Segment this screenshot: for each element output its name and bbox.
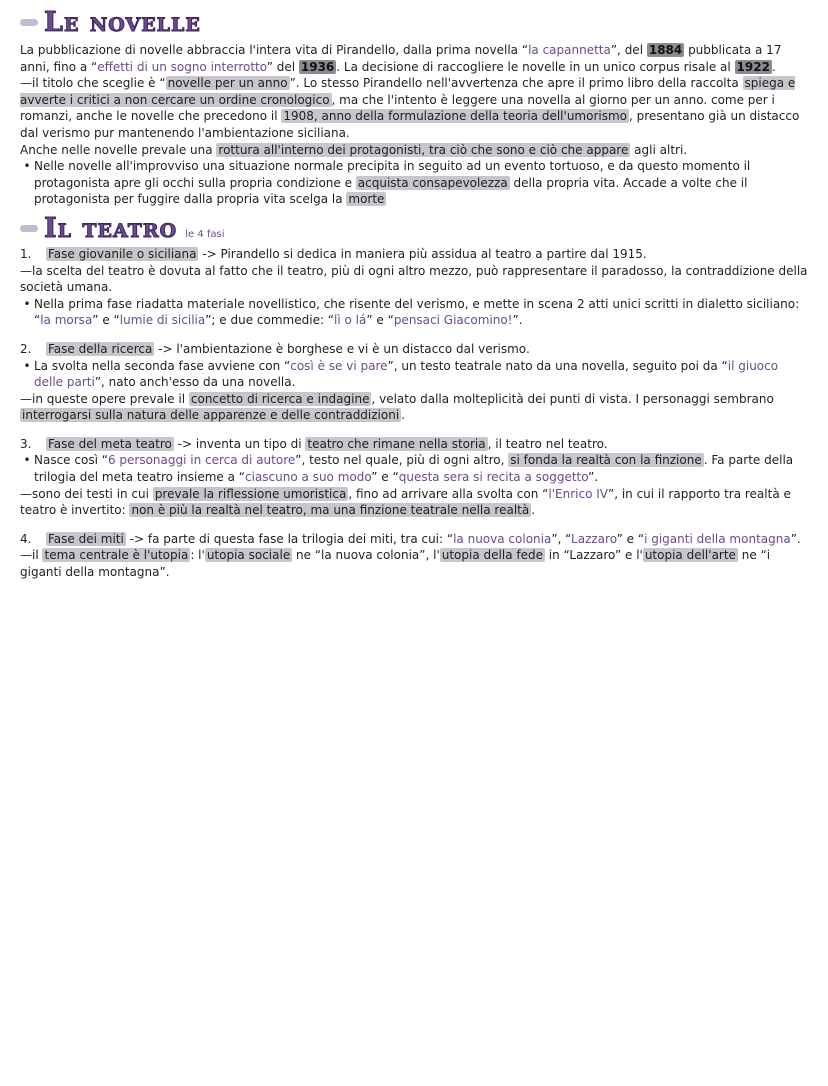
text: ”. (588, 470, 599, 485)
text: Nella prima fase riadatta materiale novellistico, che risente del verismo, e mette in scena 2 atti unici scritti in dialetto siciliano: “ (34, 296, 800, 328)
text: ”, nato anch'esso da una novella. (94, 375, 296, 390)
section-title-teatro: Il teatro (44, 213, 178, 245)
section-subtitle-teatro: le 4 fasi (185, 229, 225, 241)
text: ”, testo nel quale, più di ogni altro, (295, 453, 509, 468)
phase-number: 4. (20, 531, 32, 546)
phase-3-bullet (20, 452, 810, 485)
highlight: prevale la riflessione umoristica (154, 486, 347, 501)
text: ne “la nuova colonia”, l' (292, 548, 440, 563)
text: ”, in cui il rapporto tra realtà e teatro è invertito: (20, 486, 791, 518)
novelle-paragraph-3 (20, 142, 810, 159)
text: pubblicata a 17 anni, fino a “ (20, 43, 782, 74)
highlight: tema centrale è l'utopia (44, 548, 189, 563)
highlight: novelle per un anno (167, 76, 288, 91)
spacer (20, 519, 810, 531)
quote: ciascuno a suo modo (245, 470, 372, 485)
text: ” e “ (371, 470, 399, 485)
phase-name: Fase del meta teatro (48, 436, 172, 451)
quote: i giganti della montagna (644, 531, 791, 546)
text: agli altri. (630, 142, 688, 157)
text: ne “i giganti della montagna”. (20, 548, 771, 580)
highlight: rottura all'interno dei protagonisti, tra ciò che sono e ciò che appare (218, 142, 629, 157)
phase-name: Fase giovanile o siciliana (48, 246, 197, 261)
text: -> fa parte di questa fase la trilogia dei miti, tra cui: “ (125, 531, 454, 546)
year-highlight: 1884 (648, 43, 683, 57)
text: . (401, 408, 406, 423)
phase-name: Fase della ricerca (48, 341, 153, 356)
phase-2 (20, 341, 810, 358)
highlight: utopia dell'arte (644, 548, 736, 563)
highlight: morte (348, 192, 385, 207)
spacer (20, 329, 810, 341)
text: -> inventa un tipo di (173, 436, 306, 451)
title-dash-icon (20, 19, 38, 26)
section-title-novelle: Le novelle (44, 6, 201, 38)
text: ”, “ (551, 531, 572, 546)
highlight: utopia della fede (441, 548, 543, 563)
bullet-text (34, 452, 810, 485)
text: —sono dei testi in cui (20, 486, 153, 501)
text: ” e “ (92, 313, 120, 328)
phase-4 (20, 531, 810, 548)
notes-page (20, 0, 810, 581)
text: , il teatro nel teatro. (487, 436, 608, 451)
highlight: utopia sociale (206, 548, 291, 563)
text: ”. (790, 531, 801, 546)
phase-heading (46, 246, 647, 263)
text: , velato dalla molteplicità dei punti di vista. I personaggi sembrano (371, 391, 774, 406)
text: ”; e due commedie: “ (205, 313, 335, 328)
text: in “Lazzaro” e l' (544, 548, 643, 563)
phase-number: 2. (20, 341, 32, 356)
phase-1-bullet (20, 296, 810, 329)
text: La svolta nella seconda fase avviene con “ (34, 358, 291, 373)
text: Nelle novelle all'improvviso una situazione normale precipita in seguito ad un evento tortuoso, e da questo momento il protagonista apre gli occhi sulla propria condizione e (34, 159, 751, 190)
highlight: interrogarsi sulla natura delle apparenze e delle contraddizioni (22, 408, 400, 423)
year-highlight: 1922 (736, 59, 770, 74)
bullet-text (34, 358, 810, 391)
highlight: concetto di ricerca e indagine (190, 391, 370, 406)
highlight: si fonda la realtà con la finzione (510, 453, 702, 468)
text: . (771, 59, 776, 74)
quote: il giuoco delle parti (34, 358, 779, 390)
quote: lumie di sicilia (119, 313, 206, 328)
text: . La decisione di raccogliere le novelle in un unico corpus risale al (336, 59, 735, 74)
novelle-paragraph-1 (20, 42, 810, 75)
text: La pubblicazione di novelle abbraccia l'intera vita di Pirandello, dalla prima novella “ (20, 43, 529, 57)
bullet-dot-icon: • (23, 296, 31, 311)
spacer (20, 424, 810, 436)
quote: 6 personaggi in cerca di autore (107, 453, 296, 468)
bullet-dot-icon: • (23, 358, 31, 373)
novelle-bullet-1 (20, 158, 810, 208)
quote: la morsa (40, 313, 93, 328)
highlight: spiega e avverte i critici a non cercare un ordine cronologico (20, 76, 796, 107)
phase-2-bullet (20, 358, 810, 391)
phase-heading (46, 531, 801, 548)
quote: così è se vi pare (290, 358, 388, 373)
phase-heading (46, 341, 530, 358)
text: —in queste opere prevale il (20, 391, 189, 406)
phase-number: 1. (20, 246, 32, 261)
text: , presentano già un distacco dal verismo pur mantenendo l'ambientazione siciliana. (20, 109, 800, 140)
highlight: 1908, anno della formulazione della teoria dell'umorismo (283, 109, 628, 124)
quote: questa sera si recita a soggetto (398, 470, 589, 485)
phase-1-dash-paragraph: —la scelta del teatro è dovuta al fatto che il teatro, più di ogni altro mezzo, può rappresentare il paradosso, la contraddizione della società umana. (20, 263, 808, 295)
text: ” del (266, 59, 299, 74)
text: -> l'ambientazione è borghese e vi è un distacco dal verismo. (154, 341, 530, 356)
text: . Fa parte della trilogia del meta teatro insieme a “ (34, 453, 794, 485)
text: della propria vita. Accade a volte che il protagonista per fuggire dalla propria vita scelga la (34, 175, 748, 207)
bullet-text (34, 296, 810, 329)
text: , ma che l'intento è leggere una novella al giorno per un anno. come per i romanzi, anche le novelle che precedono il (20, 92, 775, 124)
novelle-paragraph-2 (20, 75, 810, 141)
text: ”. Lo stesso Pirandello nell'avvertenza che apre il primo libro della raccolta (289, 76, 743, 91)
quote: pensaci Giacomino! (393, 313, 513, 328)
bullet-text (34, 158, 810, 208)
phase-number: 3. (20, 436, 32, 451)
quote: l'Enrico IV (548, 486, 608, 501)
text: Nasce così “ (34, 453, 108, 468)
text: ”. (512, 313, 523, 328)
section-title-row-novelle (20, 2, 810, 42)
quote: la capannetta (528, 43, 611, 57)
text: ” e “ (616, 531, 645, 546)
phase-name: Fase dei miti (48, 531, 124, 546)
text: -> Pirandello si dedica in maniera più assidua al teatro a partire dal 1915. (198, 246, 647, 261)
text: ” e “ (366, 313, 394, 328)
highlight: non è più la realtà nel teatro, ma una finzione teatrale nella realtà (131, 503, 530, 518)
quote: Lazzaro (571, 531, 617, 546)
quote: effetti di un sogno interrotto (97, 59, 267, 74)
text: , fino ad arrivare alla svolta con “ (348, 486, 549, 501)
text: ”, del (610, 43, 647, 57)
quote: la nuova colonia (453, 531, 552, 546)
text: Anche nelle novelle prevale una (20, 142, 217, 157)
phase-1 (20, 246, 810, 263)
highlight: acquista consapevolezza (357, 175, 508, 190)
phase-3 (20, 436, 810, 453)
text: ”, un testo teatrale nato da una novella, seguito poi da “ (387, 358, 728, 373)
bullet-dot-icon: • (23, 159, 31, 174)
section-title-row-teatro (20, 212, 810, 246)
phase-4-dash-paragraph (20, 547, 810, 580)
phase-2-dash-paragraph (20, 391, 810, 424)
text: —il (20, 548, 43, 563)
phase-heading (46, 436, 608, 453)
quote: lì o lá (334, 313, 367, 328)
highlight: teatro che rimane nella storia (307, 436, 486, 451)
title-dash-icon (20, 225, 38, 232)
bullet-dot-icon: • (23, 453, 31, 468)
year-highlight: 1936 (300, 59, 335, 74)
text: —il titolo che sceglie è “ (20, 76, 166, 91)
text: : l' (190, 548, 205, 563)
text: . (531, 503, 536, 518)
phase-3-dash-paragraph (20, 486, 810, 519)
